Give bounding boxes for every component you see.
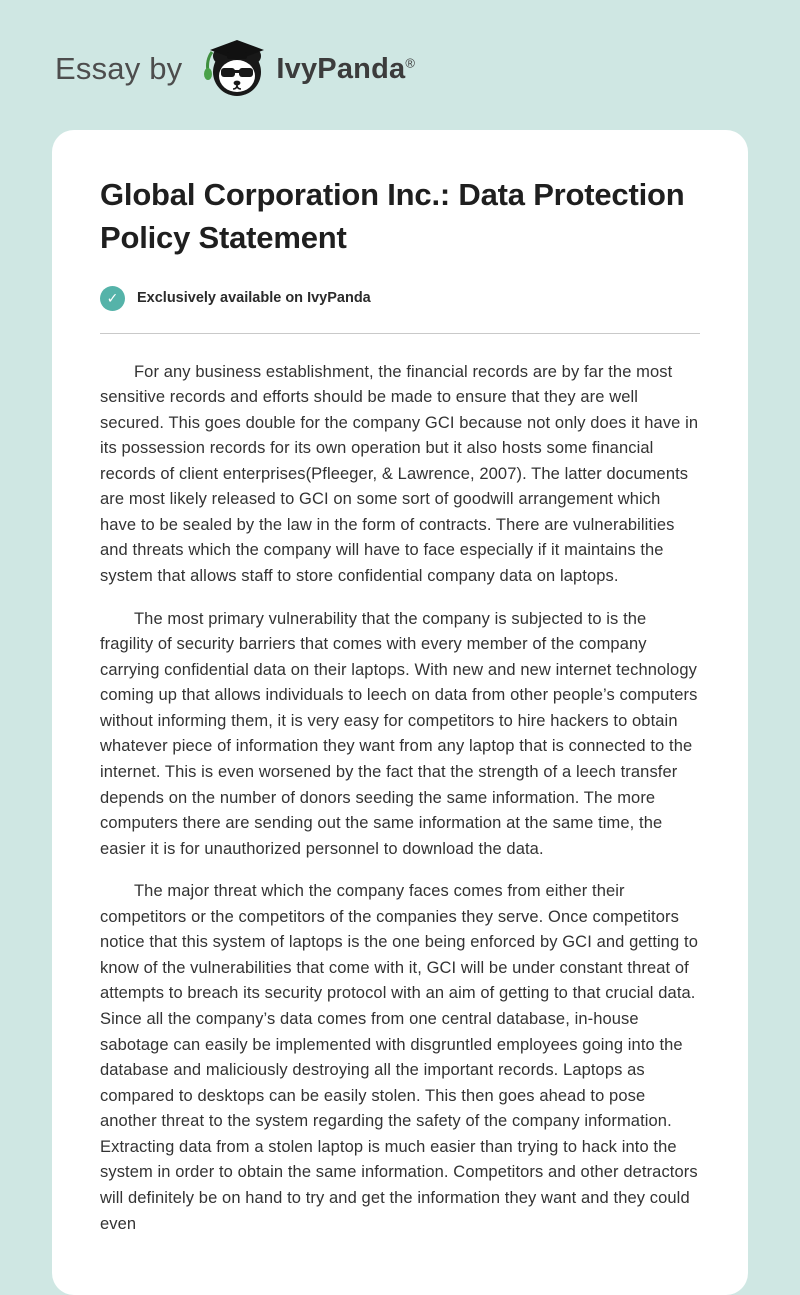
brand-text: IvyPanda [276,52,406,85]
ivypanda-logo[interactable] [200,38,415,100]
essay-card [52,130,748,1295]
brand-name [276,53,415,86]
essay-card-inner [74,174,700,1237]
availability-badge [100,286,700,311]
check-icon: ✓ [100,286,125,311]
site-header [0,0,800,124]
essay-paragraph: The major threat which the company faces comes from either their competitors or the competitors of the companies they serve. Once competitors notice that this system of laptops is the one being enforced by GCI and getting to know of the vulnerabilities that come with it, GCI will be under constant threat of attempts to breach its security protocol with an aim of getting to that crucial data. Since all the company’s data comes from one central database, in-house sabotage can easily be implemented with disgruntled employees going into the database and maliciously destroying all the important records. Laptops as compared to desktops can be easily stolen. This then goes ahead to pose another threat to the system regarding the safety of the company information. Extracting data from a stolen laptop is much easier than trying to hack into the system in order to obtain the same information. Competitors and other detractors will definitely be on hand to try and get the information they want and they could even [100,882,698,1233]
essay-body [100,360,700,1238]
essay-paragraph: The most primary vulnerability that the company is subjected to is the fragility of security barriers that comes with every member of the company carrying confidential data on their laptops. With new and new internet technology coming up that allows individuals to leech on data from other people’s computers without informing them, it is very easy for competitors to hire hackers to obtain whatever piece of information they want from any laptop that is connected to the internet. This is even worsened by the fact that the strength of a leech transfer depends on the number of donors seeding the same information. The more computers there are sending out the same information at the same time, the easier it is for unauthorized personnel to download the data. [100,609,698,858]
essay-paragraph: For any business establishment, the financial records are by far the most sensitive records and efforts should be made to ensure that they are well secured. This goes double for the company GCI because not only does it have in its possession records for its own operation but it also hosts some financial records of client enterprises(Pfleeger, & Lawrence, 2007). The latter documents are most likely released to GCI on some sort of goodwill arrangement which have to be sealed by the law in the form of contracts. There are vulnerabilities and threats which the company will have to face especially if it maintains the system that allows staff to store confidential company data on laptops. [100,362,699,586]
essay-title: Global Corporation Inc.: Data Protection Policy Statement [100,177,685,255]
essay-by-label: Essay by [55,51,183,86]
availability-badge-label: Exclusively available on IvyPanda [137,290,371,307]
divider [100,333,700,334]
ivypanda-panda-icon [200,38,266,100]
registered-mark: ® [405,54,416,70]
